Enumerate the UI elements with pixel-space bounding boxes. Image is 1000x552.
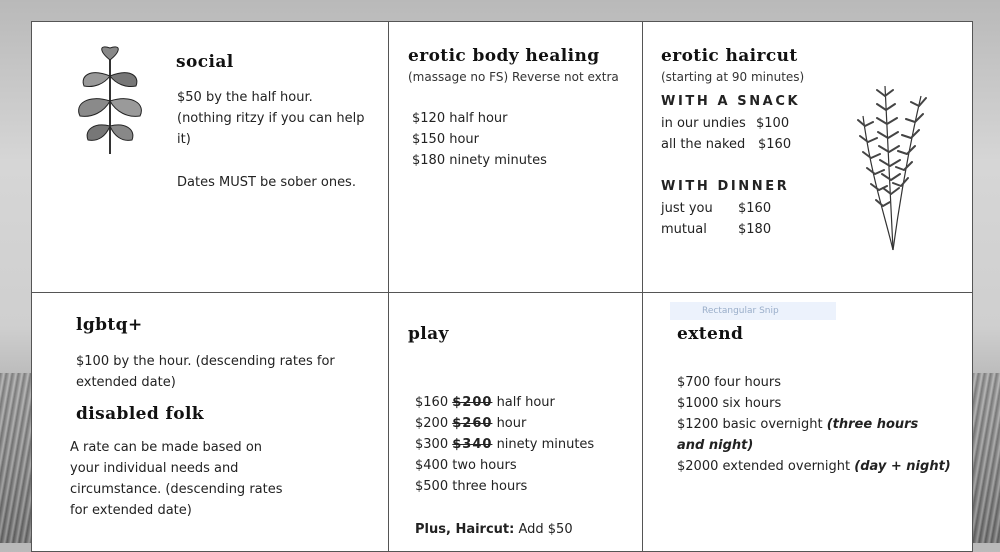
play-row (415, 392, 555, 413)
extend-row (677, 414, 947, 456)
play-desc: ninety minutes (496, 437, 595, 452)
body-healing-rate: $150 hour (412, 132, 479, 147)
snack-row-label: in our undies (661, 116, 746, 131)
body-healing-title: erotic body healing (408, 46, 600, 66)
play-title: play (408, 324, 449, 344)
social-title: social (176, 52, 234, 72)
extend-card (642, 292, 973, 552)
social-card (31, 21, 390, 293)
haircut-subtitle: (starting at 90 minutes) (661, 70, 805, 84)
lgbtq-title: lgbtq+ (76, 315, 143, 335)
play-addon-value: Add $50 (518, 522, 573, 537)
dinner-row-label: mutual (661, 222, 707, 237)
disabled-title: disabled folk (76, 404, 204, 424)
play-price: $300 (415, 437, 449, 452)
extend-row (677, 456, 951, 477)
extend-row-note: (day + night) (854, 459, 951, 474)
body-healing-rate: $180 ninety minutes (412, 153, 547, 168)
play-price: $200 (415, 416, 449, 431)
lgbtq-card (31, 292, 390, 552)
extend-title: extend (677, 324, 744, 344)
lgbtq-rate: $100 by the hour. (descending rates for extended date) (76, 354, 335, 390)
sage-leaf-illustration-icon (70, 46, 150, 156)
dinner-row-label: just you (661, 201, 713, 216)
play-addon (415, 519, 573, 540)
body-healing-rate: $120 half hour (412, 111, 508, 126)
body-healing-subtitle: (massage no FS) Reverse not extra (408, 70, 619, 84)
play-price: $400 (415, 458, 449, 473)
play-row (415, 476, 527, 497)
play-old-price: $340 (452, 437, 493, 452)
snack-row-price: $160 (758, 137, 792, 152)
dinner-row-price: $180 (738, 222, 772, 237)
play-desc: two hours (452, 458, 517, 473)
social-rate: $50 by the half hour. (177, 90, 313, 105)
play-price: $500 (415, 479, 449, 494)
snack-row-price: $100 (756, 116, 790, 131)
rosemary-illustration-icon (849, 76, 939, 252)
extend-row-note: (three hours and night) (677, 417, 919, 453)
play-row (415, 413, 526, 434)
dinner-heading: WITH DINNER (661, 179, 790, 194)
haircut-title: erotic haircut (661, 46, 798, 66)
disabled-text: A rate can be made based on your individual needs and circumstance. (descending rates for extended date) (70, 440, 283, 518)
play-card (388, 292, 643, 552)
extend-row-text: $2000 extended overnight (677, 459, 851, 474)
play-old-price: $200 (452, 395, 493, 410)
social-note: (nothing ritzy if you can help it) (177, 111, 365, 147)
extend-row: $1000 six hours (677, 396, 782, 411)
haircut-card (642, 21, 973, 293)
snack-heading: WITH A SNACK (661, 94, 801, 109)
body-healing-card (388, 21, 643, 293)
play-desc: three hours (452, 479, 528, 494)
play-row (415, 434, 594, 455)
dinner-row-price: $160 (738, 201, 772, 216)
extend-row: $700 four hours (677, 375, 782, 390)
play-old-price: $260 (452, 416, 493, 431)
snack-row-label: all the naked (661, 137, 746, 152)
play-addon-label: Plus, Haircut: (415, 522, 515, 537)
social-rule: Dates MUST be sober ones. (177, 175, 356, 190)
play-row (415, 455, 517, 476)
play-desc: half hour (496, 395, 555, 410)
extend-row-text: $1200 basic overnight (677, 417, 823, 432)
play-price: $160 (415, 395, 449, 410)
play-desc: hour (496, 416, 527, 431)
rectangular-snip-overlay[interactable]: Rectangular Snip (670, 302, 836, 320)
